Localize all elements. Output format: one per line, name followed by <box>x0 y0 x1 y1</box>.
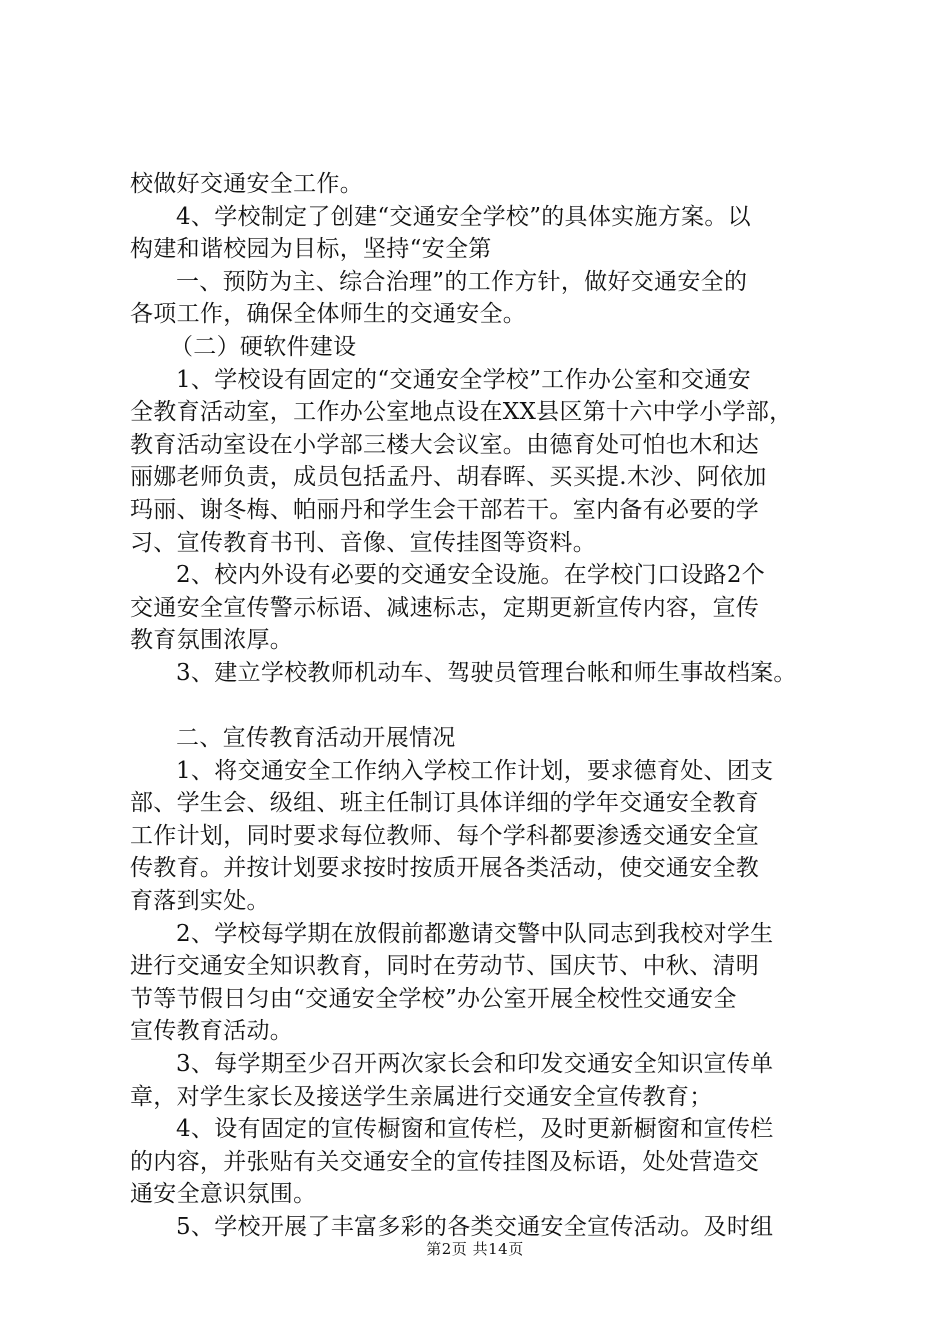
paragraph-line: 玛丽、谢冬梅、帕丽丹和学生会干部若干。室内备有必要的学 <box>130 496 760 523</box>
paragraph-line: 1、学校设有固定的“交通安全学校”工作办公室和交通安 <box>176 366 751 393</box>
paragraph-line: 章，对学生家长及接送学生亲属进行交通安全宣传教育； <box>130 1083 713 1110</box>
paragraph-line: 传教育。并按计划要求按时按质开展各类活动，使交通安全教 <box>130 855 760 882</box>
paragraph-line: 4、学校制定了创建“交通安全学校”的具体实施方案。以 <box>176 203 751 230</box>
paragraph-line: 各项工作，确保全体师生的交通安全。 <box>130 301 527 328</box>
paragraph-line: 节等节假日匀由“交通安全学校”办公室开展全校性交通安全 <box>130 985 737 1012</box>
page-number-footer: 第2页 共14页 <box>426 1240 524 1258</box>
paragraph-line: 育落到实处。 <box>130 888 270 915</box>
paragraph-line: 3、每学期至少召开两次家长会和印发交通安全知识宣传单 <box>176 1051 774 1078</box>
paragraph-line: 4、设有固定的宣传橱窗和宣传栏，及时更新橱窗和宣传栏 <box>176 1116 774 1143</box>
paragraph-line: 交通安全宣传警示标语、减速标志，定期更新宣传内容，宣传 <box>130 594 760 621</box>
section-heading: （二）硬软件建设 <box>170 333 357 360</box>
paragraph-line: 部、学生会、级组、班主任制订具体详细的学年交通安全教育 <box>130 790 760 817</box>
paragraph-line: 2、学校每学期在放假前都邀请交警中队同志到我校对学生 <box>176 920 774 947</box>
paragraph-line: 通安全意识氛围。 <box>130 1181 317 1208</box>
paragraph-line: 进行交通安全知识教育，同时在劳动节、国庆节、中秋、清明 <box>130 953 760 980</box>
paragraph-line: 习、宣传教育书刊、音像、宣传挂图等资料。 <box>130 529 596 556</box>
paragraph-line: 5、学校开展了丰富多彩的各类交通安全宣传活动。及时组 <box>176 1214 774 1240</box>
paragraph-line: 工作计划，同时要求每位教师、每个学科都要渗透交通安全宣 <box>130 822 760 849</box>
paragraph-line: 教育氛围浓厚。 <box>130 627 294 654</box>
paragraph-line: 全教育活动室，工作办公室地点设在XX县区第十六中学小学部， <box>130 399 793 426</box>
document-body <box>130 168 850 1244</box>
paragraph-line: 宣传教育活动。 <box>130 1018 294 1045</box>
paragraph-line: 1、将交通安全工作纳入学校工作计划，要求德育处、团支 <box>176 757 774 784</box>
paragraph-line: 3、建立学校教师机动车、驾驶员管理台帐和师生事故档案。 <box>176 659 797 686</box>
paragraph-line: 教育活动室设在小学部三楼大会议室。由德育处可怕也木和达 <box>130 431 760 458</box>
paragraph-line: 校做好交通安全工作。 <box>130 171 363 197</box>
paragraph-line: 2、校内外设有必要的交通安全设施。在学校门口设路2个 <box>176 562 766 589</box>
blank-line <box>130 690 850 723</box>
paragraph-line: 一、预防为主、综合治理”的工作方针，做好交通安全的 <box>176 268 748 295</box>
paragraph-line: 丽娜老师负责，成员包括孟丹、胡春晖、买买提.木沙、阿依加 <box>130 464 767 491</box>
paragraph-line: 的内容，并张贴有关交通安全的宣传挂图及标语，处处营造交 <box>130 1148 760 1175</box>
paragraph-line: 构建和谐校园为目标，坚持“安全第 <box>130 236 492 263</box>
section-heading: 二、宣传教育活动开展情况 <box>176 725 456 752</box>
